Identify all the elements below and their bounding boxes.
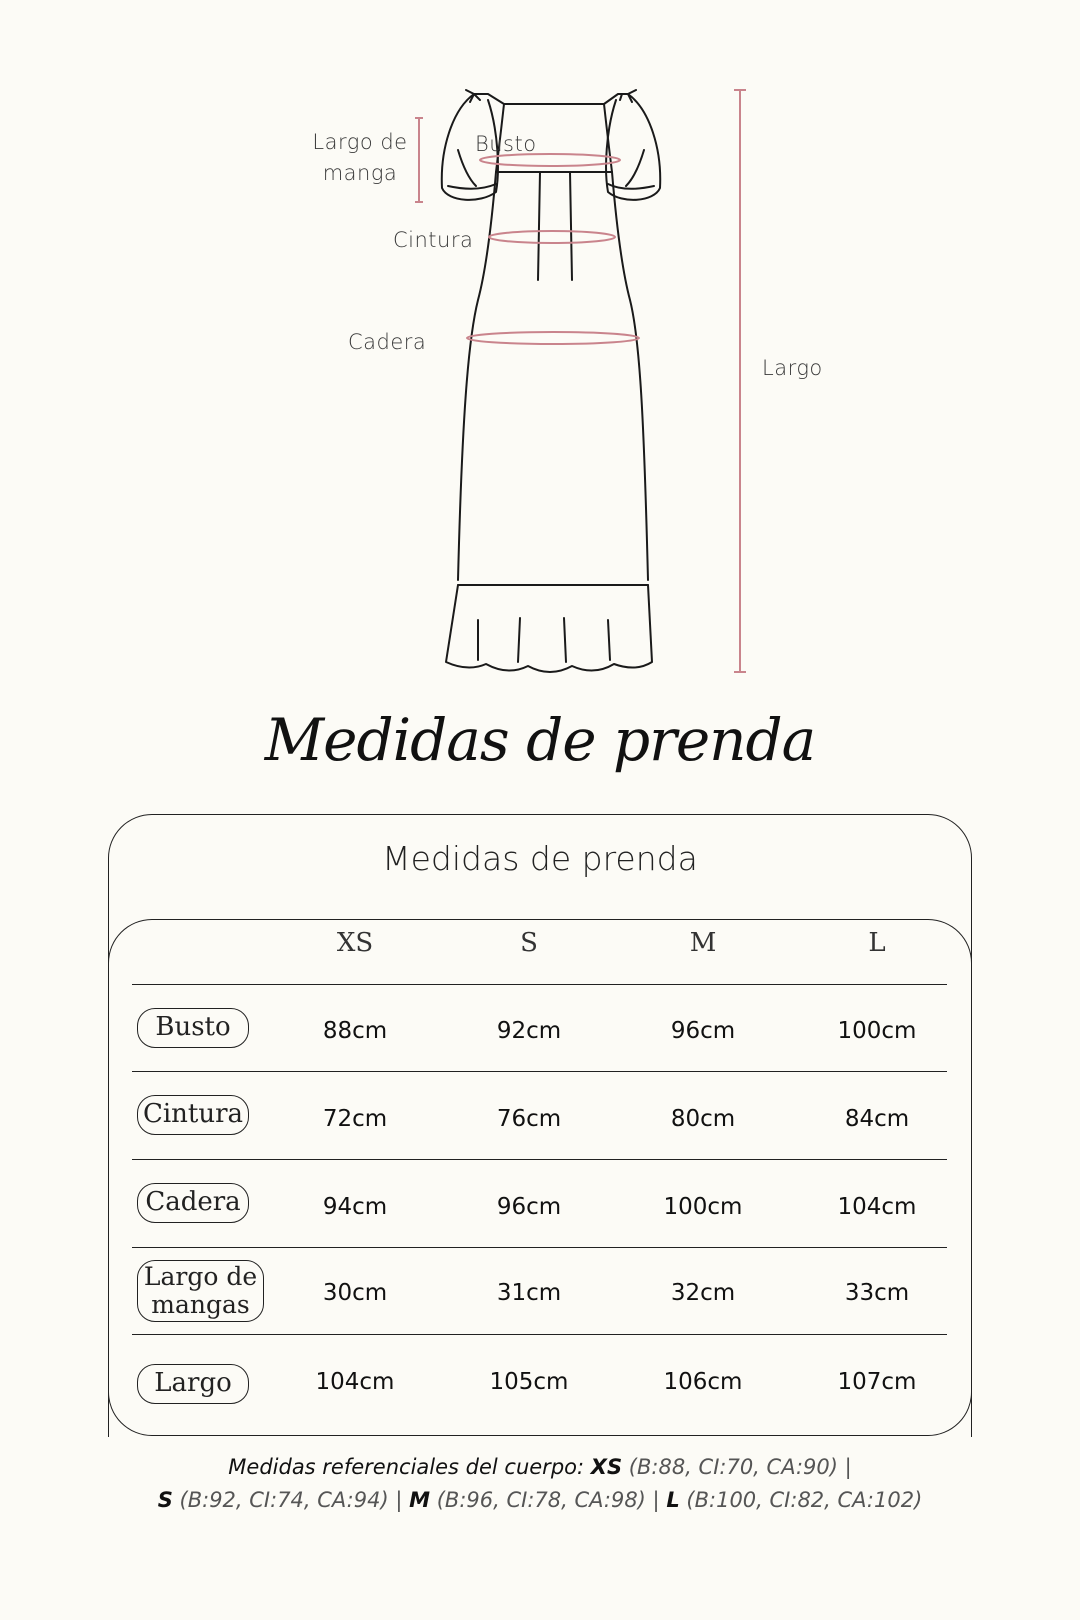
footnote-lead: Medidas referenciales del cuerpo: [228, 1455, 585, 1479]
column-header-m: M [689, 928, 717, 958]
column-header-xs: XS [336, 928, 374, 958]
footnote-values-s: (B:92, CI:74, CA:94) | [179, 1488, 403, 1512]
length-label: Largo [762, 356, 823, 380]
table-title: Medidas de prenda [382, 839, 698, 878]
row-label-sleeve-line2: mangas [151, 1290, 250, 1319]
footnote-size-m: M [409, 1488, 431, 1512]
hip-label: Cadera [348, 330, 427, 354]
row-label-sleeve-line1: Largo de [143, 1262, 258, 1291]
cell-length-s: 105cm [489, 1369, 569, 1395]
cell-length-l: 107cm [837, 1369, 917, 1395]
footnote-size-s: S [157, 1488, 173, 1512]
cell-hip-xs: 94cm [322, 1194, 388, 1220]
cell-waist-m: 80cm [670, 1106, 736, 1132]
sleeve-length-label [310, 127, 410, 189]
cell-sleeve-m: 32cm [670, 1280, 736, 1306]
table-divider [132, 1334, 947, 1335]
sleeve-length-line1: Largo de [312, 130, 408, 154]
cell-length-xs: 104cm [315, 1369, 395, 1395]
cell-length-m: 106cm [663, 1369, 743, 1395]
table-divider [132, 1071, 947, 1072]
row-label-sleeve-length [137, 1260, 264, 1322]
row-label-waist: Cintura [137, 1095, 249, 1135]
bust-label: Busto [475, 132, 537, 156]
table-divider [132, 984, 947, 985]
waist-label: Cintura [393, 228, 474, 252]
footnote-values-m: (B:96, CI:78, CA:98) | [436, 1488, 660, 1512]
footnote-size-xs: XS [590, 1455, 623, 1479]
cell-waist-xs: 72cm [322, 1106, 388, 1132]
body-measurements-note [0, 1455, 1080, 1479]
sleeve-length-line2: manga [322, 161, 398, 185]
row-label-bust: Busto [137, 1008, 249, 1048]
body-measurements-note-line2 [0, 1488, 1080, 1512]
table-divider [132, 1159, 947, 1160]
cell-bust-s: 92cm [496, 1018, 562, 1044]
cell-sleeve-s: 31cm [496, 1280, 562, 1306]
row-label-hip: Cadera [137, 1183, 249, 1223]
footnote-size-l: L [666, 1488, 680, 1512]
cell-bust-m: 96cm [670, 1018, 736, 1044]
dress-illustration [442, 90, 660, 672]
cell-sleeve-xs: 30cm [322, 1280, 388, 1306]
row-label-length: Largo [137, 1364, 249, 1404]
dress-diagram [0, 0, 1080, 690]
cell-bust-xs: 88cm [322, 1018, 388, 1044]
cell-hip-l: 104cm [837, 1194, 917, 1220]
cell-waist-l: 84cm [844, 1106, 910, 1132]
table-inner-frame [108, 919, 972, 1437]
column-header-l: L [868, 928, 886, 958]
table-divider [132, 1247, 947, 1248]
footnote-values-l: (B:100, CI:82, CA:102) [686, 1488, 923, 1512]
cell-sleeve-l: 33cm [844, 1280, 910, 1306]
cell-hip-m: 100cm [663, 1194, 743, 1220]
footnote-values-xs: (B:88, CI:70, CA:90) | [628, 1455, 852, 1479]
page-title: Medidas de prenda [264, 706, 816, 774]
cell-hip-s: 96cm [496, 1194, 562, 1220]
cell-bust-l: 100cm [837, 1018, 917, 1044]
column-header-s: S [520, 928, 538, 958]
cell-waist-s: 76cm [496, 1106, 562, 1132]
